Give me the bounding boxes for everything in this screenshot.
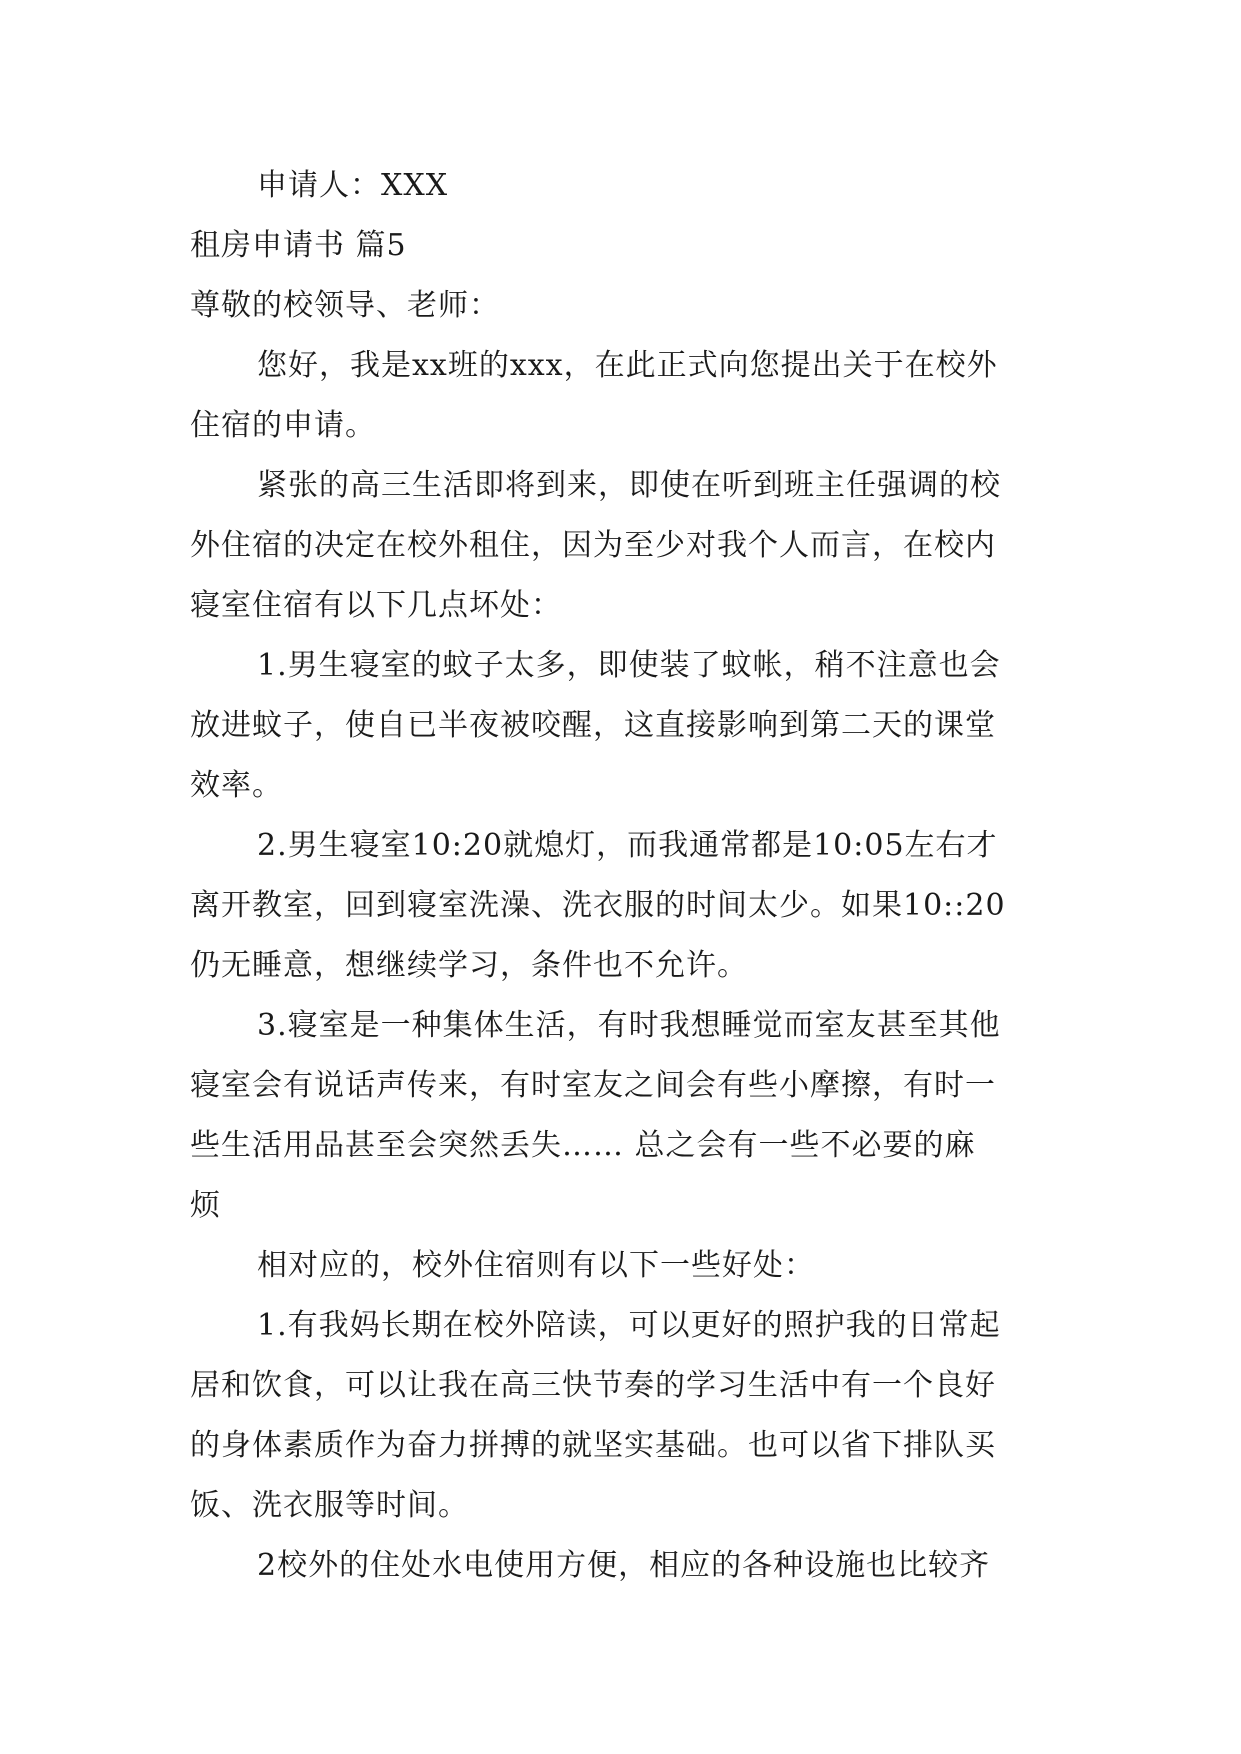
paragraph-line: 住宿的申请。 <box>190 408 376 443</box>
list-item-line: 些生活用品甚至会突然丢失…… 总之会有一些不必要的麻 <box>190 1128 976 1163</box>
list-item-line: 1.男生寝室的蚊子太多，即使装了蚊帐，稍不注意也会 <box>257 648 1001 683</box>
list-item-line: 寝室会有说话声传来，有时室友之间会有些小摩擦，有时一 <box>190 1068 996 1103</box>
paragraph-line: 寝室住宿有以下几点坏处： <box>190 588 562 623</box>
list-item-line: 2校外的住处水电使用方便，相应的各种设施也比较齐 <box>257 1548 991 1583</box>
paragraph-line: 外住宿的决定在校外租住，因为至少对我个人而言，在校内 <box>190 528 996 563</box>
list-item-line: 1.有我妈长期在校外陪读，可以更好的照护我的日常起 <box>257 1308 1001 1343</box>
list-item-line: 仍无睡意，想继续学习，条件也不允许。 <box>190 948 748 983</box>
section-title: 租房申请书 篇5 <box>190 228 407 263</box>
list-item-line: 饭、洗衣服等时间。 <box>190 1488 469 1523</box>
list-item-line: 效率。 <box>190 768 283 803</box>
paragraph-line: 紧张的高三生活即将到来，即使在听到班主任强调的校 <box>257 468 1001 503</box>
salutation: 尊敬的校领导、老师： <box>190 288 500 323</box>
list-item-line: 烦 <box>190 1188 221 1223</box>
paragraph-line: 您好，我是xx班的xxx，在此正式向您提出关于在校外 <box>257 348 998 383</box>
list-item-line: 的身体素质作为奋力拼搏的就坚实基础。也可以省下排队买 <box>190 1428 996 1463</box>
list-item-line: 放进蚊子，使自已半夜被咬醒，这直接影响到第二天的课堂 <box>190 708 996 743</box>
list-item-line: 离开教室，回到寝室洗澡、洗衣服的时间太少。如果10::20 <box>190 888 1006 923</box>
list-item-line: 2.男生寝室10:20就熄灯，而我通常都是10:05左右才 <box>257 828 998 863</box>
applicant-line: 申请人：XXX <box>257 168 449 203</box>
paragraph-line: 相对应的，校外住宿则有以下一些好处： <box>257 1248 815 1283</box>
list-item-line: 3.寝室是一种集体生活，有时我想睡觉而室友甚至其他 <box>257 1008 1001 1043</box>
list-item-line: 居和饮食，可以让我在高三快节奏的学习生活中有一个良好 <box>190 1368 996 1403</box>
